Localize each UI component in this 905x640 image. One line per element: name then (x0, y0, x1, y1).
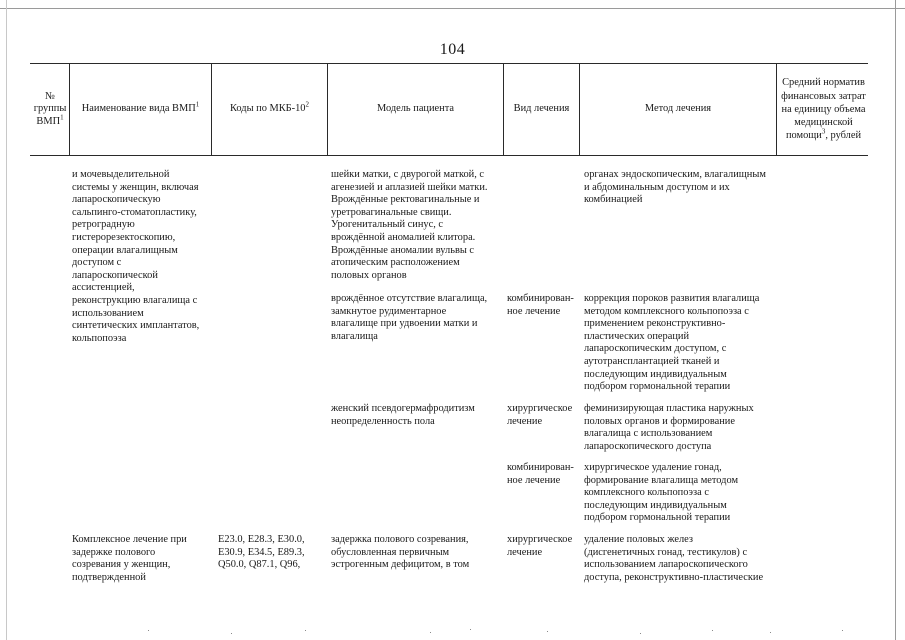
scan-edge-left (6, 0, 7, 640)
page-number: 104 (439, 41, 466, 58)
row5-patient-model: задержка полового созревания, обусловленная первичным эстрогенным дефицитом, в том (331, 534, 470, 571)
header-treatment-method: Метод лечения (644, 103, 712, 115)
header-treatment-type: Вид лечения (513, 103, 570, 115)
row3-treatment-method: феминизирующая пластика наружных половых органов и формирование влагалища с использованием лапароскопического доступа (584, 403, 754, 452)
row5-treatment-type: хирургическое лечение (507, 534, 573, 558)
scan-edge-right (895, 0, 896, 640)
header-cost: Средний норматив финансовых затрат на единицу объема медицинской помощи$^3$, рублей (781, 77, 866, 142)
header-icd-codes: Коды по МКБ-$10^2$ (229, 100, 309, 115)
row1-patient-model: шейки матки, с двурогой маткой, с агенезией и аплазией шейки матки. Врождённые ректовагинальные и уретровагинальные свищи. Урогенитальный синус, с врождённой аномалией клитора. Врождённые аномалии вульвы с атопическим расположением половых органов (331, 169, 488, 281)
row2-treatment-type: комбинирован- ное лечение (507, 293, 574, 317)
row5-treatment-method: удаление половых желез (дисгенетичных гонад, тестикулов) с использованием лапароскопического доступа, реконструктивно-пластические (584, 534, 764, 583)
row4-treatment-method: хирургическое удаление гонад, формирование влагалища методом комплексного кольпопоэза с последующим индивидуальным подбором гормональной терапии (584, 462, 739, 524)
row4-treatment-type: комбинирован- ное лечение (507, 462, 574, 486)
row3-treatment-type: хирургическое лечение (507, 403, 573, 427)
scan-edge-top (0, 8, 905, 9)
header-group-no: № группы ВМП$^1$ (33, 90, 67, 127)
row1-vmp-name: и мочевыделительной системы у женщин, включая лапароскопическую сальпинго-стоматопластику, ретроградную гистерорезектоскопию, операции влагалищным доступом с лапароскопической ассистенцией, реконструкцию влагалища с использованием синтетических имплантатов, кольпопоэза (72, 169, 200, 344)
row5-vmp-name: Комплексное лечение при задержке полового созревания у женщин, подтвержденной (72, 534, 187, 583)
row3-patient-model: женский псевдогермафродитизм неопределенность пола (331, 403, 475, 427)
header-vmp-name: Наименование вида ВМП$^1$ (81, 100, 200, 115)
header-patient-model: Модель пациента (376, 103, 455, 115)
row1-treatment-method: органах эндоскопическим, влагалищным и абдоминальным доступом и их комбинацией (584, 169, 766, 206)
row2-treatment-method: коррекция пороков развития влагалища методом комплексного кольпопоэза с применением реконструктивно- пластических операций лапароскопическим доступом, с аутотрансплантацией тканей и последующим индивидуальным подбором гормональной терапии (584, 293, 760, 393)
row2-patient-model: врождённое отсутствие влагалища, замкнутое рудиментарное влагалище при удвоении матки и влагалища (331, 293, 488, 342)
row5-icd-codes: E23.0, E28.3, E30.0, E30.9, E34.5, E89.3, Q50.0, Q87.1, Q96, (218, 534, 305, 571)
